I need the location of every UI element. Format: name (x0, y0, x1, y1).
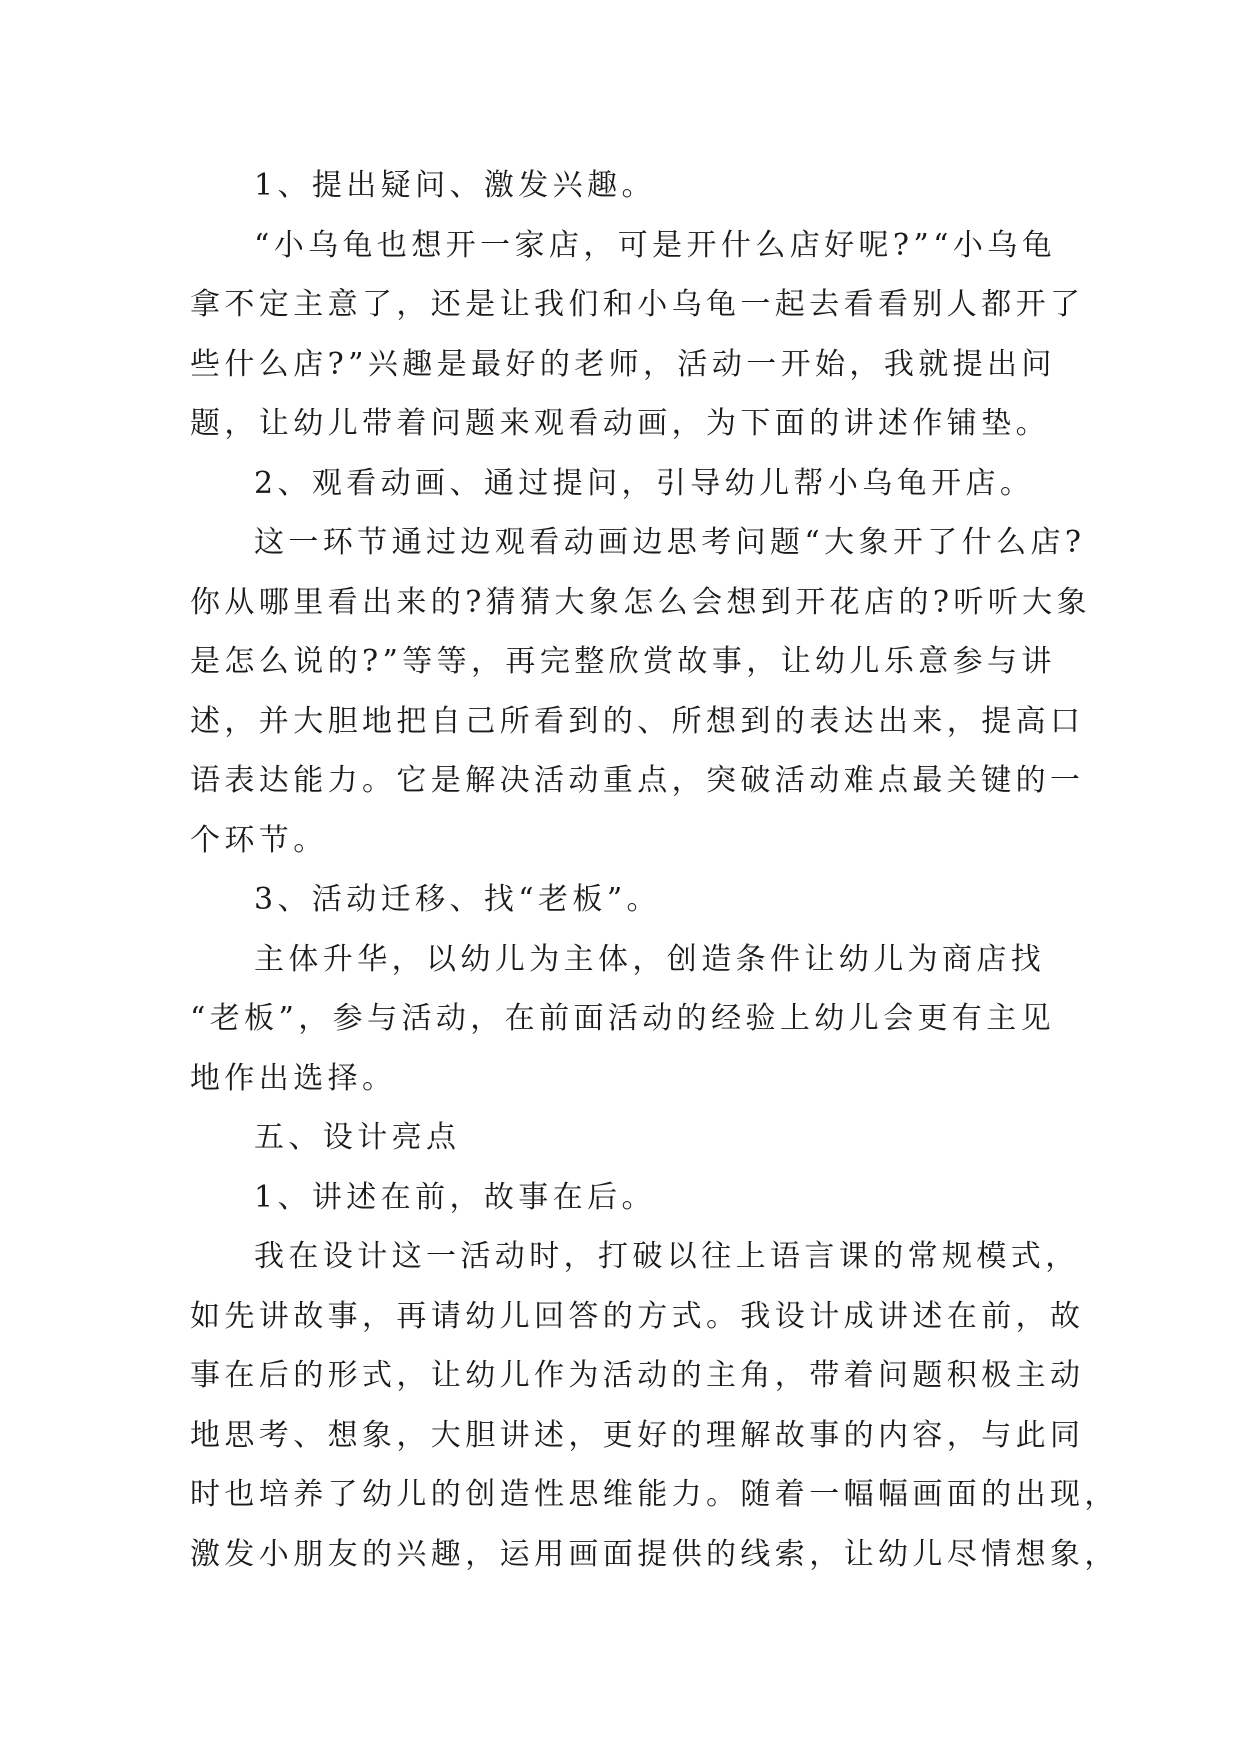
text-line: 地思考、想象，大胆讲述，更好的理解故事的内容，与此同 (190, 1417, 1085, 1453)
text-line: 是怎么说的?”等等，再完整欣赏故事，让幼儿乐意参与讲 (190, 644, 1056, 679)
text-line: 述，并大胆地把自己所看到的、所想到的表达出来，提高口 (190, 703, 1085, 739)
text-line: 地作出选择。 (190, 1060, 397, 1096)
text-line: 如先讲故事，再请幼儿回答的方式。我设计成讲述在前，故 (190, 1298, 1085, 1334)
text-line: 事在后的形式，让幼儿作为活动的主角，带着问题积极主动 (190, 1358, 1085, 1393)
text-line: 个环节。 (190, 822, 328, 858)
text-line: 题，让幼儿带着问题来观看动画，为下面的讲述作铺垫。 (190, 406, 1050, 441)
text-line: 2、观看动画、通过提问，引导幼儿帮小乌龟开店。 (254, 465, 1035, 501)
text-line: 拿不定主意了，还是让我们和小乌龟一起去看看别人都开了 (190, 287, 1085, 322)
text-line: 主体升华，以幼儿为主体，创造条件让幼儿为商店找 (254, 941, 1046, 977)
text-line: “老板”，参与活动，在前面活动的经验上幼儿会更有主见 (190, 1001, 1056, 1036)
text-line: “小乌龟也想开一家店，可是开什么店好呢?”“小乌龟 (254, 227, 1057, 263)
text-line: 我在设计这一活动时，打破以往上语言课的常规模式， (254, 1239, 1080, 1274)
text-line: 激发小朋友的兴趣，运用画面提供的线索，让幼儿尽情想象， (190, 1536, 1119, 1572)
text-line: 时也培养了幼儿的创造性思维能力。随着一幅幅画面的出现， (190, 1477, 1119, 1512)
text-line: 1、讲述在前，故事在后。 (254, 1179, 656, 1215)
text-line: 你从哪里看出来的?猜猜大象怎么会想到开花店的?听听大象 (190, 584, 1091, 620)
text-line: 1、提出疑问、激发兴趣。 (254, 168, 656, 203)
text-line: 语表达能力。它是解决活动重点，突破活动难点最关键的一 (190, 763, 1085, 798)
text-line: 些什么店?”兴趣是最好的老师，活动一开始，我就提出问 (190, 346, 1056, 382)
section-heading: 五、设计亮点 (254, 1120, 461, 1155)
text-line: 这一环节通过边观看动画边思考问题“大象开了什么店? (254, 525, 1086, 560)
text-line: 3、活动迁移、找“老板”。 (254, 882, 661, 917)
document-body (190, 156, 1119, 1584)
